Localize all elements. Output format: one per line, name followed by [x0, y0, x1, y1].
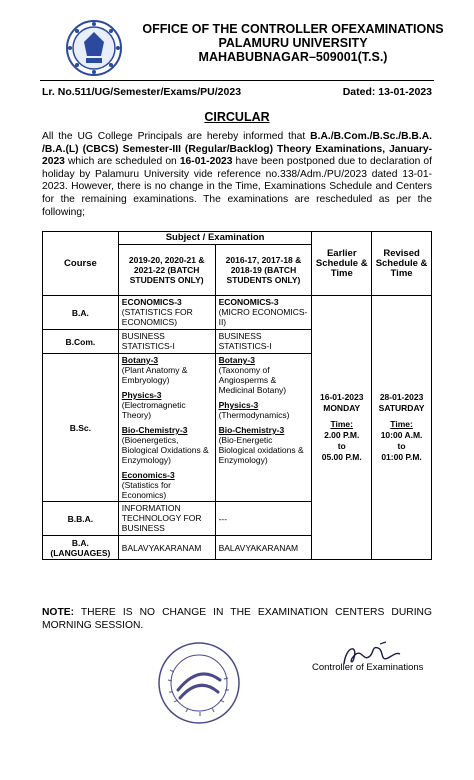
revised-day: SATURDAY: [378, 403, 425, 413]
schedule-table: [42, 231, 432, 560]
subject-cell: [118, 354, 215, 502]
subject-cell: INFORMATION TECHNOLOGY FOR BUSINESS: [118, 502, 215, 536]
earlier-time-label: Time:: [330, 419, 353, 429]
subject-title: Physics-3: [121, 390, 162, 400]
header-earlier: Earlier Schedule & Time: [312, 232, 372, 296]
letter-date: Dated: 13-01-2023: [342, 86, 432, 98]
subject-cell: [215, 296, 312, 330]
letter-number: Lr. No.511/UG/Semester/Exams/PU/2023: [42, 86, 242, 98]
office-stamp-icon: [156, 640, 242, 726]
subject-cell: BUSINESS STATISTICS-I: [215, 330, 312, 354]
body-text-date: 16-01-2023: [179, 156, 233, 168]
earlier-day: MONDAY: [323, 403, 361, 413]
subject-desc: (Thermodynamics): [218, 410, 290, 420]
header-divider: [40, 80, 434, 81]
subject-title: Bio-Chemistry-3: [121, 425, 188, 435]
signatory-title: Controller of Examinations: [312, 662, 424, 673]
subject-desc: (Electromagnetic Theory): [121, 400, 186, 420]
earlier-schedule-cell: [312, 296, 372, 560]
subject-cell: [118, 296, 215, 330]
subject-desc: (Taxonomy of Angiosperms & Medicinal Botany): [218, 365, 287, 395]
header-course: Course: [43, 232, 119, 296]
reference-line: [42, 86, 432, 98]
subject-desc: (STATISTICS FOR ECONOMICS): [121, 307, 193, 327]
course-cell: B.A. (LANGUAGES): [43, 536, 119, 560]
body-text-1: All the UG College Principals are hereby informed that: [42, 131, 311, 142]
subject-cell: BUSINESS STATISTICS-I: [118, 330, 215, 354]
subject-title: ECONOMICS-3: [218, 297, 279, 307]
revised-schedule-cell: [372, 296, 432, 560]
table-header-row: [43, 232, 432, 245]
earlier-time-end: 05.00 P.M.: [321, 452, 362, 462]
revised-time-to: to: [397, 441, 406, 451]
earlier-time-from: 2.00 P.M.: [324, 430, 360, 440]
subject-title: Bio-Chemistry-3: [218, 425, 285, 435]
subject-cell: BALAVYAKARANAM: [215, 536, 312, 560]
subject-title: Economics-3: [121, 470, 175, 480]
earlier-date: 16-01-2023: [320, 392, 364, 402]
office-line-1: OFFICE OF THE CONTROLLER OFEXAMINATIONS: [142, 22, 444, 36]
subject-desc: (Plant Anatomy & Embryology): [121, 365, 188, 385]
header-batch-2: 2016-17, 2017-18 & 2018-19 (BATCH STUDENTS ONLY): [215, 245, 312, 296]
note-label: NOTE:: [42, 607, 75, 618]
revised-time-from: 10:00 A.M.: [380, 430, 423, 440]
body-text-2: which are scheduled on: [64, 156, 180, 168]
earlier-time-to: to: [337, 441, 346, 451]
subject-cell: BALAVYAKARANAM: [118, 536, 215, 560]
subject-desc: (Statistics for Economics): [121, 480, 171, 500]
circular-title: CIRCULAR: [204, 110, 270, 124]
header-batch-1: 2019-20, 2020-21 & 2021-22 (BATCH STUDENTS ONLY): [118, 245, 215, 296]
subject-title: Botany-3: [121, 355, 159, 365]
revised-time-end: 01:00 P.M.: [381, 452, 422, 462]
revised-time-label: Time:: [390, 419, 413, 429]
body-text-exam: B.A./B.Com./B.Sc./B.B.A. /B.A.(L) (CBCS) Semester-III (Regular/Backlog) Theory Examinations, January-2023: [42, 131, 432, 168]
subject-title: ECONOMICS-3: [121, 297, 182, 307]
revised-date: 28-01-2023: [379, 392, 424, 402]
course-cell: B.B.A.: [43, 502, 119, 536]
header-subject: Subject / Examination: [118, 232, 312, 245]
course-cell: B.A.: [43, 296, 119, 330]
university-address: MAHABUBNAGAR–509001(T.S.): [198, 50, 388, 64]
subject-desc: (Bio-Energetic Biological oxidations & Enzymology): [218, 435, 304, 465]
subject-cell: ---: [215, 502, 312, 536]
university-name: PALAMURU UNIVERSITY: [218, 36, 368, 50]
office-header: [118, 22, 468, 64]
table-row: [43, 296, 432, 330]
header-revised: Revised Schedule & Time: [372, 232, 432, 296]
subject-title: Physics-3: [218, 400, 259, 410]
note: [42, 606, 432, 632]
note-text: THERE IS NO CHANGE IN THE EXAMINATION CENTERS DURING MORNING SESSION.: [42, 607, 432, 631]
circular-body: [42, 131, 432, 219]
subject-desc: (Bioenergetics, Biological Oxidations & Enzymology): [121, 435, 209, 465]
course-cell: B.Com.: [43, 330, 119, 354]
body-text-3: have been postponed due to declaration of holiday by Palamuru University vide reference no.338/Adm./PU/2023 dated 13-01-2023. However, there is no change in the Time, Examinations Schedule and Centers for the remaining examinations. The examinations are rescheduled as per the following;: [42, 156, 432, 218]
university-emblem-icon: [64, 18, 124, 78]
course-cell: B.Sc.: [43, 354, 119, 502]
subject-desc: (MICRO ECONOMICS-II): [218, 307, 308, 327]
subject-cell: [215, 354, 312, 502]
subject-title: Botany-3: [218, 355, 255, 365]
